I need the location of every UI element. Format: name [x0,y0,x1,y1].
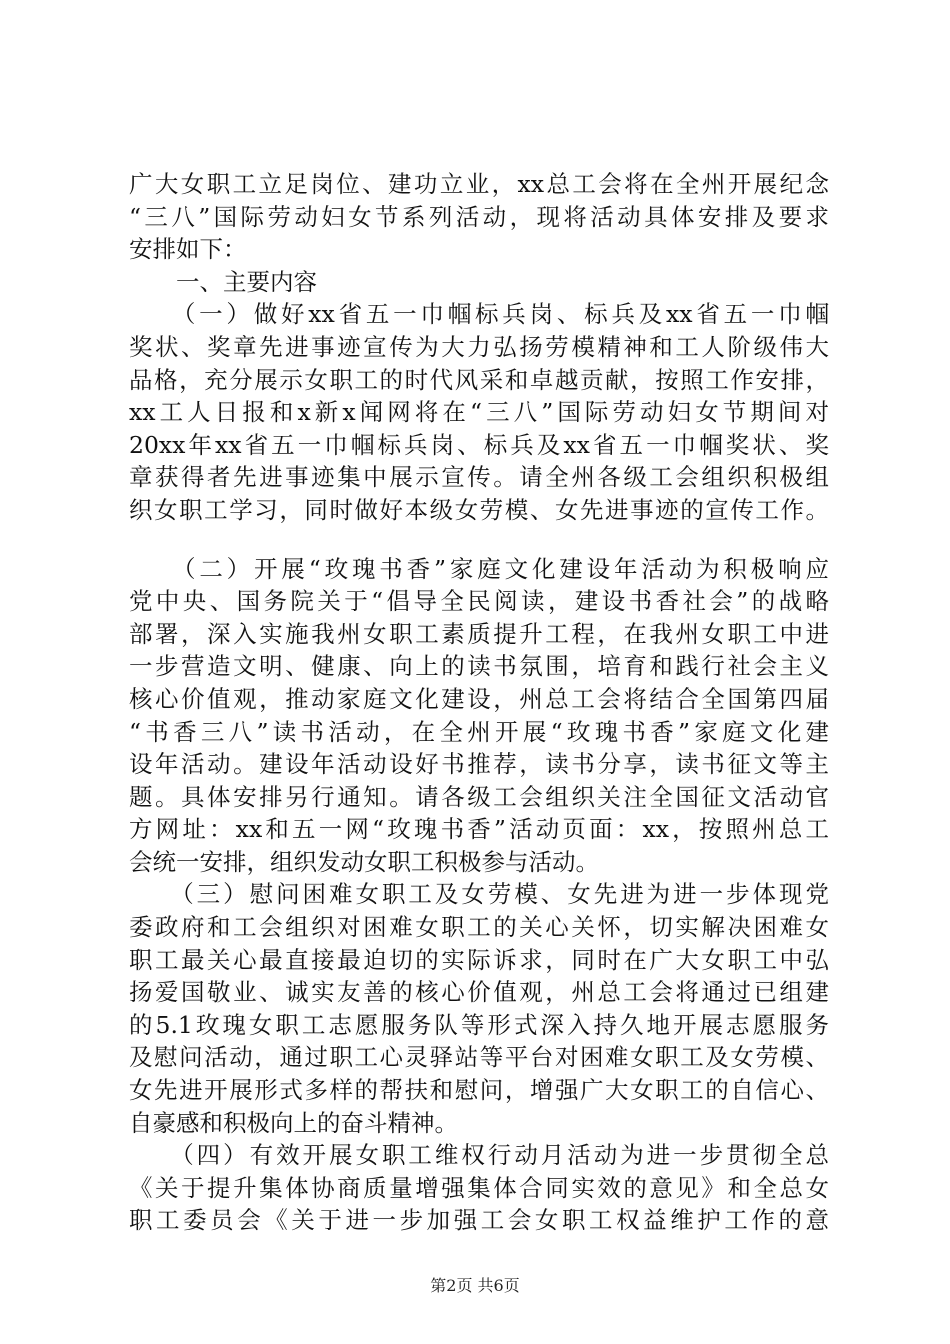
text-line: “三八”国际劳动妇女节系列活动，现将活动具体安排及要求 [129,202,829,231]
section-heading: 一、主要内容 [129,267,317,296]
text-line: 的5.1玫瑰女职工志愿服务队等形式深入持久地开展志愿服务 [129,1010,829,1039]
text-line: 织女职工学习，同时做好本级女劳模、女先进事迹的宣传工作。 [129,495,829,524]
text-line: 核心价值观，推动家庭文化建设，州总工会将结合全国第四届 [129,684,829,713]
text-line: 章获得者先进事迹集中展示宣传。请全州各级工会组织积极组 [129,463,829,492]
page-number: 第2页 共6页 [430,1276,520,1295]
text-line: 20xx年xx省五一巾帼标兵岗、标兵及xx省五一巾帼奖状、奖 [129,430,829,459]
text-line: （四）有效开展女职工维权行动月活动为进一步贯彻全总 [129,1141,829,1170]
text-line: （一）做好xx省五一巾帼标兵岗、标兵及xx省五一巾帼 [129,300,829,329]
text-line: 方网址：xx和五一网“玫瑰书香”活动页面：xx，按照州总工 [129,815,829,844]
text-line: 《关于提升集体协商质量增强集体合同实效的意见》和全总女 [129,1173,829,1202]
text-line: 职工最关心最直接最迫切的实际诉求，同时在广大女职工中弘 [129,945,829,974]
text-line: 品格，充分展示女职工的时代风采和卓越贡献，按照工作安排， [129,365,829,394]
text-line: 会统一安排，组织发动女职工积极参与活动。 [129,847,599,876]
text-line: 女先进开展形式多样的帮扶和慰问，增强广大女职工的自信心、 [129,1076,829,1105]
text-line: 自豪感和积极向上的奋斗精神。 [129,1108,458,1137]
text-line: 安排如下： [129,235,247,264]
text-line: 职工委员会《关于进一步加强工会女职工权益维护工作的意 [129,1206,829,1235]
text-line: 部署，深入实施我州女职工素质提升工程，在我州女职工中进 [129,619,829,648]
text-line: 委政府和工会组织对困难女职工的关心关怀，切实解决困难女 [129,913,829,942]
text-line: 奖状、奖章先进事迹宣传为大力弘扬劳模精神和工人阶级伟大 [129,332,829,361]
text-line: 设年活动。建设年活动设好书推荐，读书分享，读书征文等主 [129,750,829,779]
text-line: （三）慰问困难女职工及女劳模、女先进为进一步体现党 [129,880,829,909]
text-line: 广大女职工立足岗位、建功立业，xx总工会将在全州开展纪念 [129,170,829,198]
text-line: 及慰问活动，通过职工心灵驿站等平台对困难女职工及女劳模、 [129,1043,829,1072]
text-line: xx工人日报和x新x闻网将在“三八”国际劳动妇女节期间对 [129,398,829,427]
text-line: 题。具体安排另行通知。请各级工会组织关注全国征文活动官 [129,782,829,811]
paragraph-gap [129,527,829,553]
text-line: 党中央、国务院关于“倡导全民阅读，建设书香社会”的战略 [129,587,829,616]
text-line: 一步营造文明、健康、向上的读书氛围，培育和践行社会主义 [129,652,829,681]
text-line: “书香三八”读书活动，在全州开展“玫瑰书香”家庭文化建 [129,717,829,746]
text-line: （二）开展“玫瑰书香”家庭文化建设年活动为积极响应 [129,554,829,583]
document-body [129,168,829,1237]
text-line: 扬爱国敬业、诚实友善的核心价值观，州总工会将通过已组建 [129,978,829,1007]
